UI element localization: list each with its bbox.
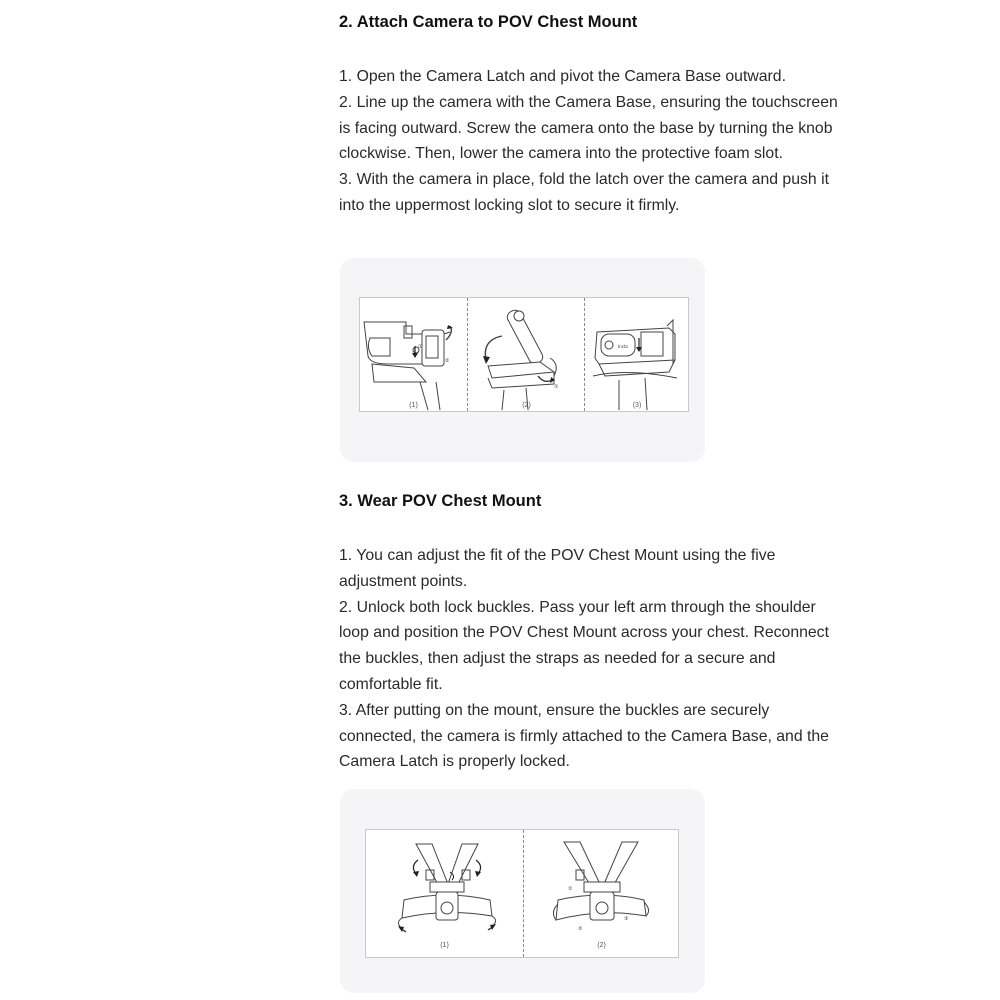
harness-adjustment-illustration [366, 830, 523, 957]
attach-panel-3 [584, 298, 689, 411]
attach-panel-2-label: (2) [522, 402, 531, 409]
attach-step-2: 2. Line up the camera with the Camera Base, ensuring the touchscreen is facing outward. Screw the camera onto the base by turning the knob clockwise. Then, lower the camera into the protective foam slot. [339, 93, 838, 163]
wear-panel-2 [523, 830, 679, 957]
attach-panel-3-label: (3) [632, 402, 642, 409]
wear-step-2: 2. Unlock both lock buckles. Pass your left arm through the shoulder loop and position the POV Chest Mount across your chest. Reconnect the buckles, then adjust the straps as needed for a secure and comfortable fit. [339, 598, 829, 693]
svg-text:①: ① [418, 344, 423, 350]
wear-steps-list [339, 543, 844, 775]
attach-panel-1-label: (1) [409, 402, 418, 409]
attach-step-1: 1. Open the Camera Latch and pivot the Camera Base outward. [339, 68, 786, 85]
svg-text:①: ① [554, 384, 559, 390]
attach-figure-card [340, 258, 705, 462]
latch-open-illustration [360, 298, 467, 411]
svg-text:③: ③ [624, 916, 629, 922]
svg-text:②: ② [578, 926, 583, 932]
harness-buckle-illustration [524, 830, 679, 957]
attach-figure-frame [359, 297, 689, 412]
wear-panel-1-label: (1) [440, 942, 449, 949]
attach-panel-2 [467, 298, 585, 411]
wear-step-3: 3. After putting on the mount, ensure the buckles are securely connected, the camera is firmly attached to the Camera Base, and the Camera Latch is properly locked. [339, 701, 829, 771]
latch-locked-illustration [585, 298, 689, 411]
svg-text:Insta: Insta [618, 344, 628, 349]
wear-panel-2-label: (2) [597, 942, 606, 949]
attach-panel-1 [360, 298, 467, 411]
svg-text:①: ① [568, 886, 573, 892]
section-title-attach-camera: 2. Attach Camera to POV Chest Mount [339, 13, 638, 31]
wear-step-1: 1. You can adjust the fit of the POV Chest Mount using the five adjustment points. [339, 547, 776, 590]
camera-screw-illustration [468, 298, 585, 411]
svg-text:②: ② [445, 358, 450, 364]
section-title-wear-mount: 3. Wear POV Chest Mount [339, 492, 542, 510]
wear-figure-frame [365, 829, 679, 958]
wear-figure-card [340, 789, 705, 993]
attach-steps-list [339, 64, 844, 219]
attach-step-3: 3. With the camera in place, fold the latch over the camera and push it into the uppermost locking slot to secure it firmly. [339, 171, 829, 214]
wear-panel-1 [366, 830, 523, 957]
